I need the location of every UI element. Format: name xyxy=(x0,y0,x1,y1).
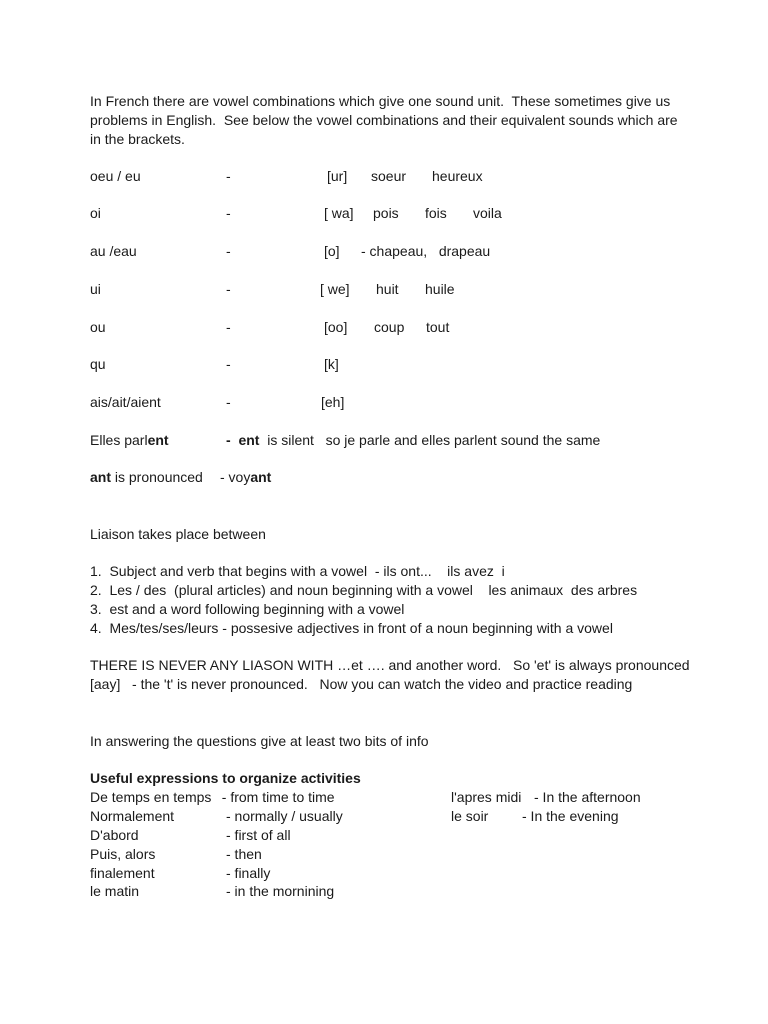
liaison-item: 2. Les / des (plural articles) and noun beginning with a vowel les animaux des arbres xyxy=(90,582,638,598)
answering-note: In answering the questions give at least two bits of info xyxy=(90,733,429,749)
liaison-item: 1. Subject and verb that begins with a vowel - ils ont... ils avez i xyxy=(90,563,505,579)
vowel-example: coup xyxy=(374,319,405,335)
vowel-example: soeur xyxy=(371,168,407,184)
never-liaison-paragraph: THERE IS NEVER ANY LIASON WITH …et …. and another word. So 'et' is always pronounced [aay] - the 't' is never pronounced. Now you can watch the video and practice reading xyxy=(90,657,706,692)
expression-term: l'apres midi xyxy=(451,789,522,805)
expression-meaning: - then xyxy=(226,846,262,862)
vowel-combo: qu xyxy=(90,356,106,372)
expression-meaning: - normally / usually xyxy=(226,808,343,824)
ent-explanation xyxy=(226,431,600,450)
vowel-sound: [k] xyxy=(324,356,339,372)
vowel-combo: au /eau xyxy=(90,243,137,259)
vowel-combo: ais/ait/aient xyxy=(90,394,161,410)
expression-term: Normalement xyxy=(90,808,175,824)
expression-term: De temps en temps xyxy=(90,789,212,805)
expression-meaning: - from time to time xyxy=(214,789,335,805)
intro-paragraph: In French there are vowel combinations which give one sound unit. These sometimes give us problems in English. See below the vowel combinations and their equivalent sounds which are in the brackets. xyxy=(90,93,682,147)
ant-voyant xyxy=(220,468,271,487)
expression-meaning: - first of all xyxy=(226,827,291,843)
expression-term: Puis, alors xyxy=(90,846,156,862)
ent-bold: ent xyxy=(147,432,169,448)
ant-example xyxy=(90,468,203,487)
ent-dash-bold: - ent xyxy=(226,432,260,448)
ant-voy: - voy xyxy=(220,469,251,485)
vowel-example: pois xyxy=(373,205,399,221)
vowel-sound: [oo] xyxy=(324,319,348,335)
vowel-dash: - xyxy=(226,319,231,335)
vowel-combo: ou xyxy=(90,319,106,335)
vowel-sound: [eh] xyxy=(321,394,345,410)
expression-term: le matin xyxy=(90,883,140,899)
expression-term: finalement xyxy=(90,865,155,881)
vowel-dash: - xyxy=(226,243,231,259)
ant-bold: ant xyxy=(90,469,111,485)
liaison-heading: Liaison takes place between xyxy=(90,526,266,542)
liaison-item: 4. Mes/tes/ses/leurs - possesive adjectives in front of a noun beginning with a vowel xyxy=(90,620,613,636)
expression-meaning: - in the mornining xyxy=(226,883,335,899)
vowel-sound: [ wa] xyxy=(324,205,354,221)
vowel-example: huit xyxy=(376,281,399,297)
useful-expressions-heading: Useful expressions to organize activities xyxy=(90,770,361,786)
ent-rest: is silent so je parle and elles parlent sound the same xyxy=(259,432,601,448)
vowel-combo: oeu / eu xyxy=(90,168,141,184)
vowel-dash: - xyxy=(226,205,231,221)
vowel-combo: oi xyxy=(90,205,101,221)
expression-term: le soir xyxy=(451,808,489,824)
vowel-sound: [o] xyxy=(324,243,340,259)
vowel-example: fois xyxy=(425,205,447,221)
ant-mid: is pronounced xyxy=(111,469,203,485)
vowel-dash: - xyxy=(226,394,231,410)
vowel-sound: [ we] xyxy=(320,281,350,297)
expression-meaning: - In the evening xyxy=(522,808,619,824)
vowel-dash: - xyxy=(226,168,231,184)
liaison-item: 3. est and a word following beginning with a vowel xyxy=(90,601,405,617)
vowel-example: tout xyxy=(426,319,450,335)
vowel-example: heureux xyxy=(432,168,483,184)
ant-bold-2: ant xyxy=(250,469,272,485)
vowel-sound: [ur] xyxy=(327,168,348,184)
vowel-example: voila xyxy=(473,205,502,221)
ent-example xyxy=(90,431,169,450)
vowel-dash: - xyxy=(226,356,231,372)
expression-meaning: - finally xyxy=(226,865,271,881)
vowel-example: - chapeau, drapeau xyxy=(361,243,491,259)
vowel-combo: ui xyxy=(90,281,101,297)
expression-meaning: - In the afternoon xyxy=(534,789,641,805)
ent-prefix: Elles parl xyxy=(90,432,148,448)
vowel-dash: - xyxy=(226,281,231,297)
vowel-example: huile xyxy=(425,281,455,297)
expression-term: D'abord xyxy=(90,827,139,843)
